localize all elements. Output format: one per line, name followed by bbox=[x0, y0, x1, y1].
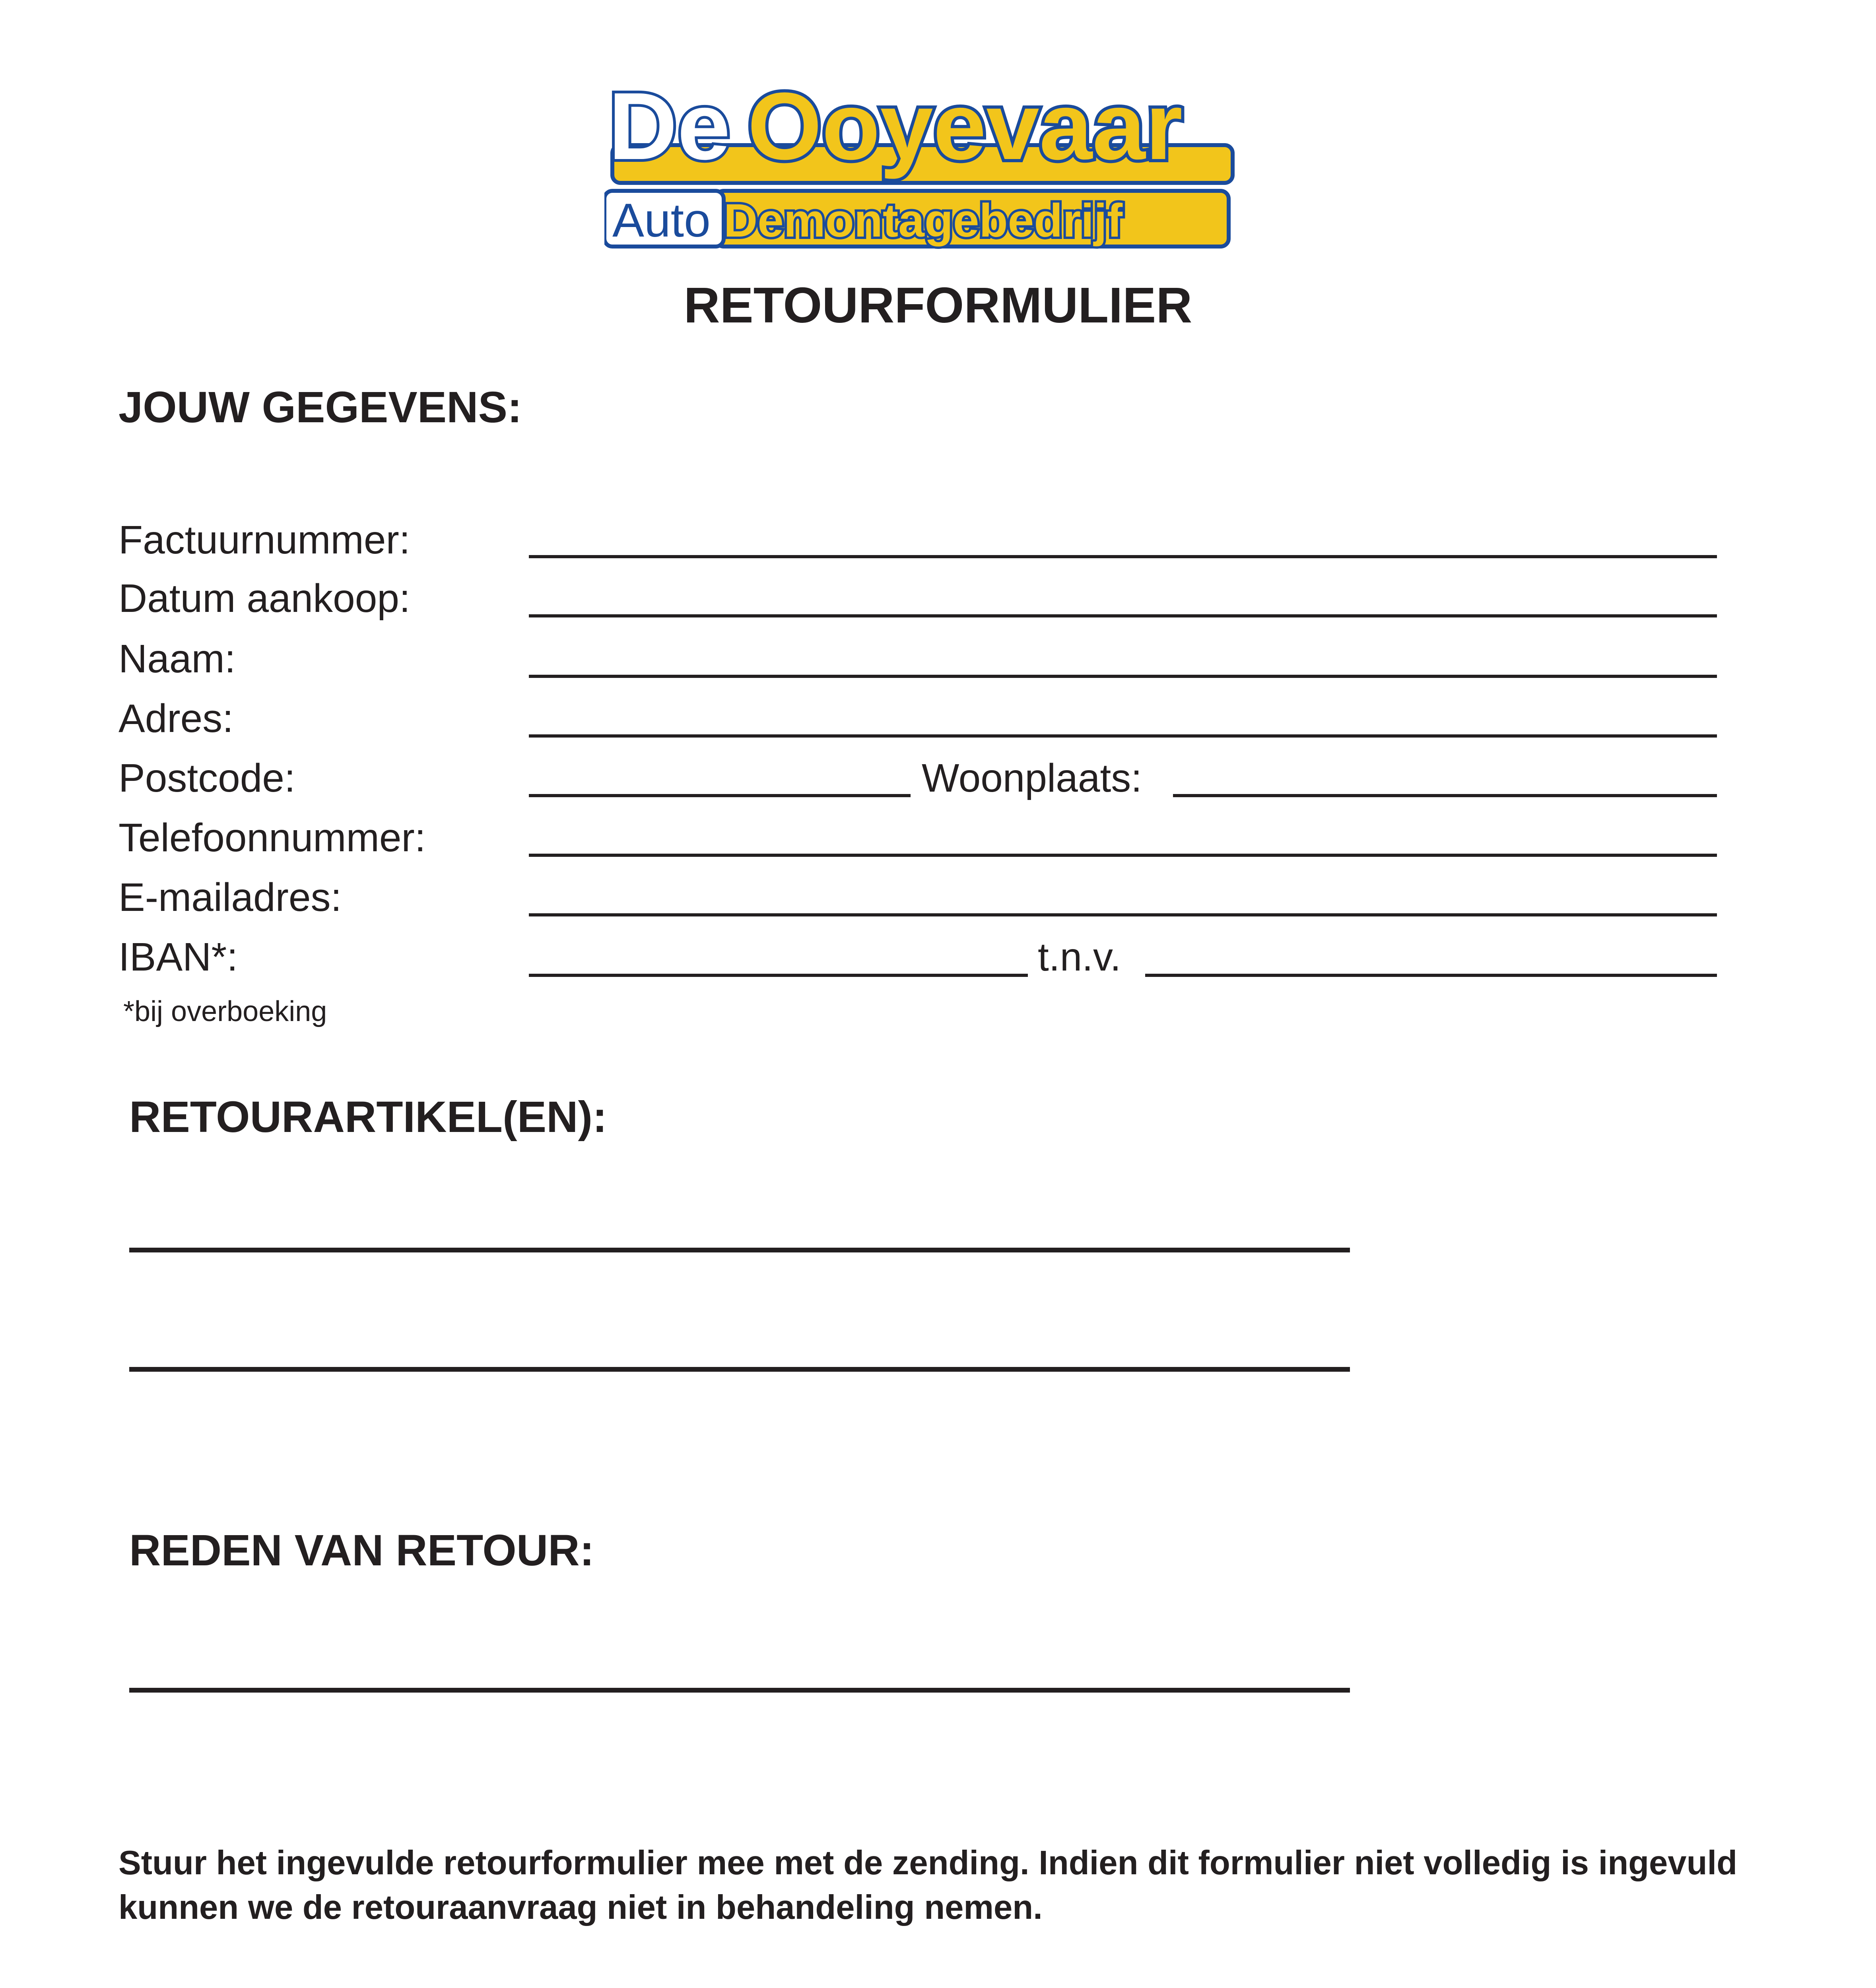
field-purchase-date[interactable] bbox=[529, 614, 1717, 617]
field-address[interactable] bbox=[529, 734, 1717, 738]
field-iban[interactable] bbox=[529, 974, 1028, 977]
field-tnv[interactable] bbox=[1145, 974, 1717, 977]
company-logo bbox=[604, 60, 1245, 250]
section-reason-heading: REDEN VAN RETOUR: bbox=[129, 1526, 594, 1575]
label-tnv: t.n.v. bbox=[1038, 935, 1121, 979]
form-title: RETOURFORMULIER bbox=[684, 277, 1192, 333]
field-return-reason[interactable] bbox=[129, 1688, 1350, 1693]
label-name: Naam: bbox=[118, 637, 236, 681]
field-return-item-2[interactable] bbox=[129, 1367, 1350, 1372]
section-items-heading: RETOURARTIKEL(EN): bbox=[129, 1093, 607, 1142]
section-details-heading: JOUW GEGEVENS: bbox=[118, 383, 522, 432]
instruction-notice: Stuur het ingevulde retourformulier mee met de zending. Indien dit formulier niet volledig is ingevuld kunnen we de retouraanvraag niet in behandeling nemen. bbox=[118, 1844, 1738, 1927]
label-phone: Telefoonnummer: bbox=[118, 815, 426, 860]
field-return-item-1[interactable] bbox=[129, 1248, 1350, 1252]
logo-text-demontagebedrijf: Demontagebedrijf bbox=[724, 194, 1123, 247]
field-phone[interactable] bbox=[529, 854, 1717, 857]
label-postcode: Postcode: bbox=[118, 756, 295, 800]
field-email[interactable] bbox=[529, 913, 1717, 916]
label-address: Adres: bbox=[118, 696, 234, 741]
logo-text-de: De bbox=[608, 73, 730, 179]
label-purchase-date: Datum aankoop: bbox=[118, 576, 410, 621]
label-invoice-number: Factuurnummer: bbox=[118, 518, 410, 562]
label-city: Woonplaats: bbox=[922, 756, 1142, 800]
field-invoice-number[interactable] bbox=[529, 555, 1717, 558]
field-city[interactable] bbox=[1173, 794, 1717, 797]
logo-text-auto: Auto bbox=[612, 194, 711, 247]
field-name[interactable] bbox=[529, 675, 1717, 678]
label-iban: IBAN*: bbox=[118, 935, 238, 979]
logo-text-ooyevaar: Ooyevaar bbox=[748, 73, 1183, 179]
label-email: E-mailadres: bbox=[118, 875, 342, 920]
field-postcode[interactable] bbox=[529, 794, 911, 797]
iban-footnote: *bij overboeking bbox=[123, 996, 327, 1027]
